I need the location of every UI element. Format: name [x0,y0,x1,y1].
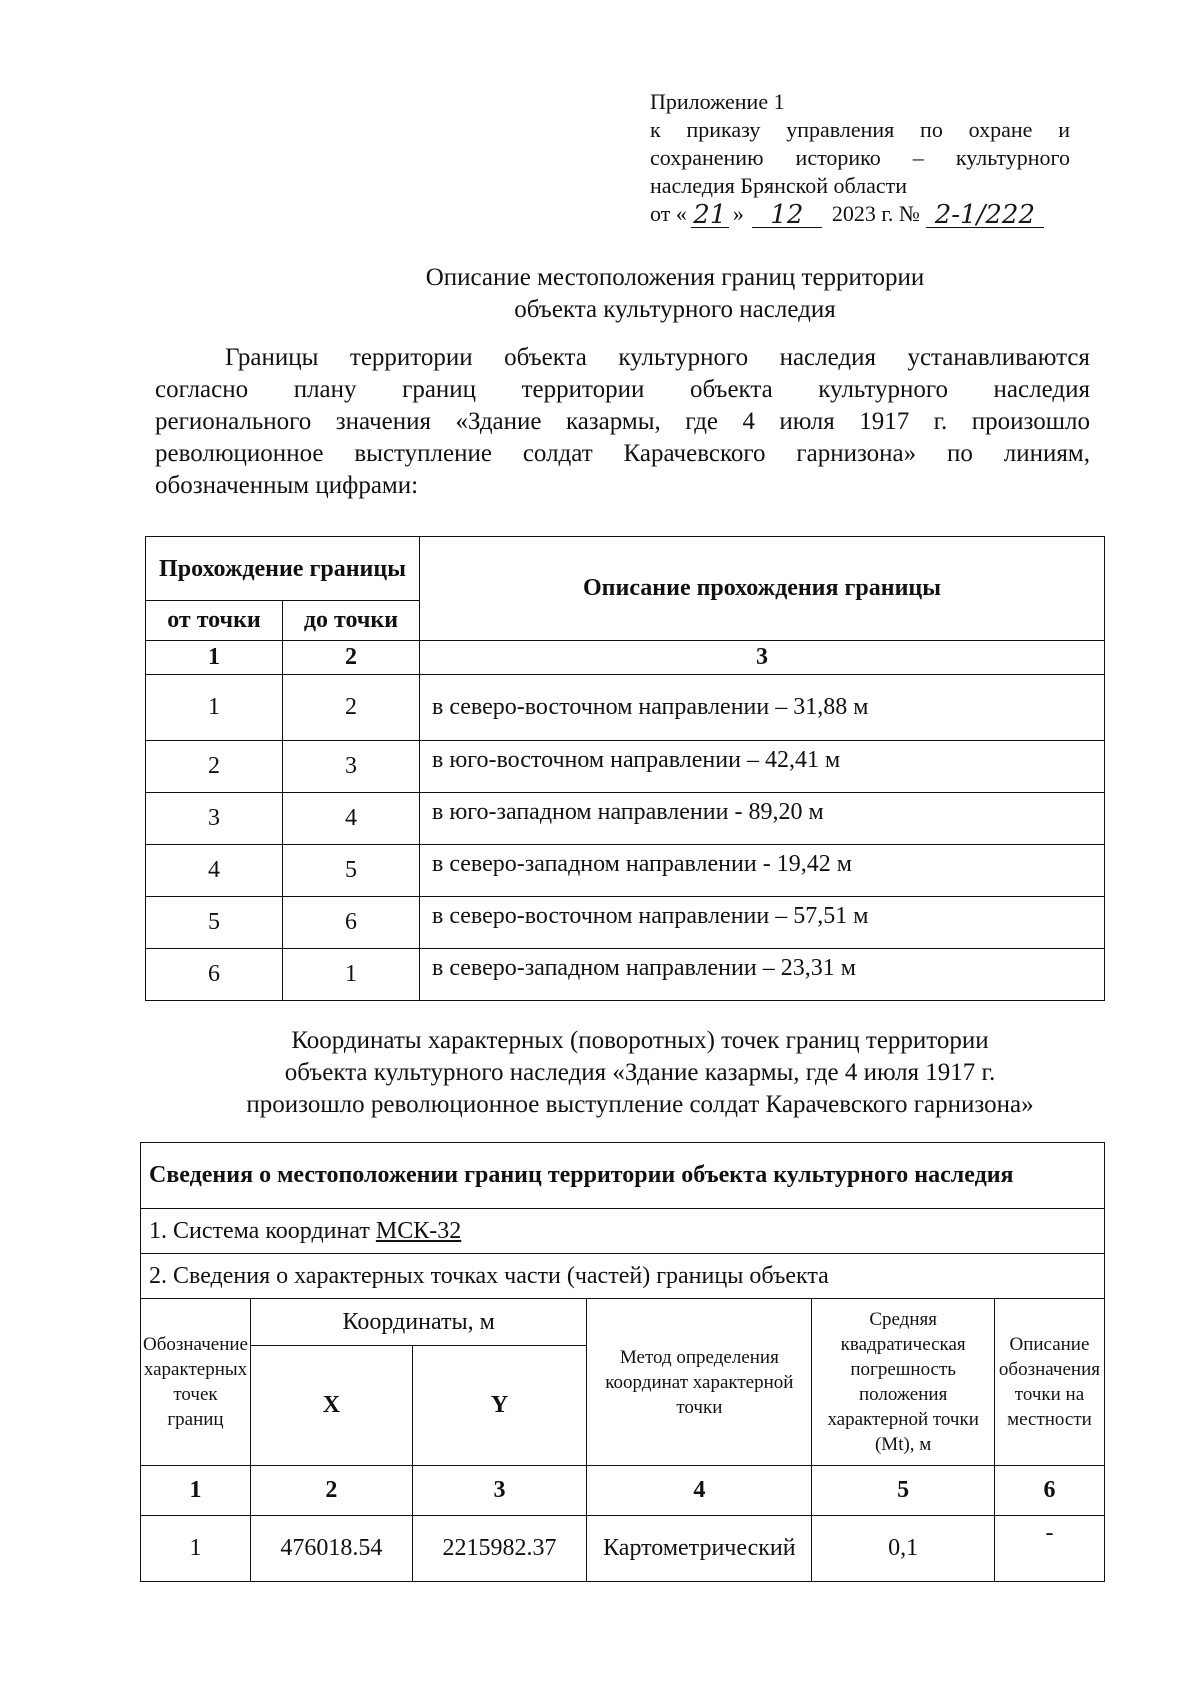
table-row: 4 5 в северо-западном направлении - 19,42 м [146,845,1105,897]
appendix-line-4: наследия Брянской области [650,173,908,198]
appendix-title: Приложение 1 [650,89,785,114]
header-x: X [251,1346,413,1466]
table-row: 6 1 в северо-западном направлении – 23,31 м [146,949,1105,1001]
table-row: 3 4 в юго-западном направлении - 89,20 м [146,793,1105,845]
table-row: 1 2 в северо-восточном направлении – 31,88 м [146,675,1105,741]
intro-line-5: обозначенным цифрами: [155,472,419,499]
document-title: Описание местоположения границ территории объекта культурного наследия [425,264,925,323]
header-method: Метод определения координат характерной точки [587,1299,812,1466]
appendix-header [650,88,1070,228]
intro-line-1: Границы территории объекта культурного наследия устанавливаются [225,344,1090,371]
points-section-title: 2. Сведения о характерных точках части (частей) границы объекта [141,1254,1105,1299]
table-row: 2 3 в юго-восточном направлении – 42,41 м [146,741,1105,793]
header-coordinates: Координаты, м [251,1299,587,1346]
order-day: 21 [691,203,729,228]
intro-paragraph [155,342,1090,502]
coordinates-title: Координаты характерных (поворотных) точек границ территории объекта культурного наследия «Здание казармы, где 4 июля 1917 г. произошло революционное выступление солдат Карачевского гарнизона» [246,1027,1034,1118]
boundary-table [145,536,1105,1001]
header-point-designation: Обозначение характерных точек границ [141,1299,251,1466]
appendix-line-2: к приказу управления по охране и [650,117,1070,142]
header-to-point: до точки [283,601,420,641]
column-number: 3 [412,1466,587,1516]
coordinate-system: 1. Система координат МСК-32 [141,1209,1105,1254]
order-month: 12 [752,203,822,228]
header-mean-error: Средняя квадратическая погрешность положения характерной точки (Mt), м [812,1299,995,1466]
intro-line-4: революционное выступление солдат Карачевского гарнизона» по линиям, [155,440,1090,467]
column-number: 2 [251,1466,413,1516]
column-number: 2 [283,641,420,675]
column-number: 4 [587,1466,812,1516]
header-boundary-description: Описание прохождения границы [420,537,1105,641]
order-number: 2-1/222 [926,203,1044,228]
header-y: Y [412,1346,587,1466]
table-row: 5 6 в северо-восточном направлении – 57,51 м [146,897,1105,949]
intro-line-2: согласно плану границ территории объекта культурного наследия [155,376,1090,403]
coordinate-system-name: МСК-32 [375,1217,462,1244]
column-number: 5 [812,1466,995,1516]
header-from-point: от точки [146,601,283,641]
intro-line-3: регионального значения «Здание казармы, где 4 июля 1917 г. произошло [155,408,1090,435]
column-number: 6 [994,1466,1104,1516]
table-row: 1 476018.54 2215982.37 Картометрический 0,1 - [141,1516,1105,1582]
coordinates-table [140,1142,1105,1582]
column-number: 1 [146,641,283,675]
header-point-description: Описание обозначения точки на местности [994,1299,1104,1466]
column-number: 3 [420,641,1105,675]
order-date-line: от « 21 » 12 2023 г. № 2-1/222 [650,200,1070,228]
header-boundary-passage: Прохождение границы [146,537,420,601]
appendix-line-3: сохранению историко – культурного [650,145,1070,170]
column-number: 1 [141,1466,251,1516]
section-title: Сведения о местоположении границ территории объекта культурного наследия [141,1143,1105,1209]
